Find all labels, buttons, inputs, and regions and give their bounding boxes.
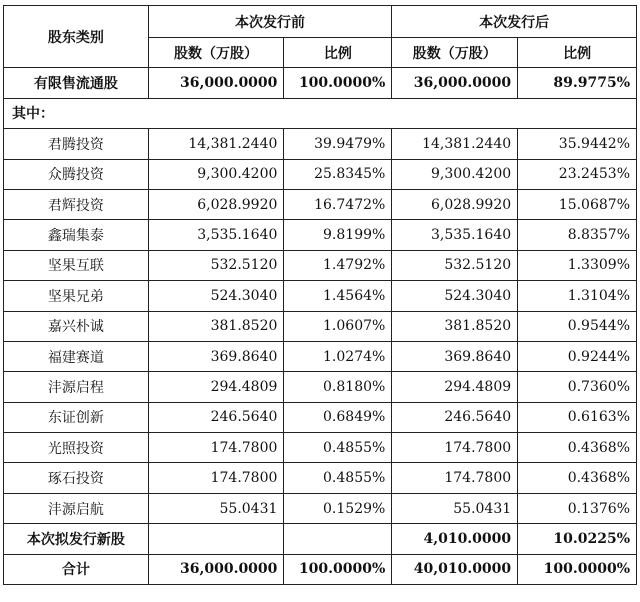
shares-after-cell: 532.5120 bbox=[392, 250, 518, 280]
shares-before-cell: 3,535.1640 bbox=[148, 220, 284, 250]
shares-after-cell: 3,535.1640 bbox=[392, 220, 518, 250]
shares-after-cell: 174.7800 bbox=[392, 433, 518, 463]
shares-after-cell: 55.0431 bbox=[392, 493, 518, 523]
shares-after-cell: 36,000.0000 bbox=[392, 68, 518, 98]
ratio-after-cell: 0.9544% bbox=[518, 311, 637, 341]
header-shares-before: 股数（万股） bbox=[148, 38, 284, 68]
shares-before-cell: 14,381.2440 bbox=[148, 129, 284, 159]
shares-after-cell: 381.8520 bbox=[392, 311, 518, 341]
holder-row bbox=[4, 281, 637, 311]
ratio-after-cell: 89.9775% bbox=[518, 68, 637, 98]
ratio-before-cell: 9.8199% bbox=[284, 220, 392, 250]
row-label: 合计 bbox=[4, 554, 149, 584]
ratio-after-cell: 23.2453% bbox=[518, 159, 637, 189]
row-label: 本次拟发行新股 bbox=[4, 524, 149, 554]
header-before-issuance: 本次发行前 bbox=[148, 6, 392, 38]
ratio-after-cell: 0.6163% bbox=[518, 402, 637, 432]
holder-row bbox=[4, 372, 637, 402]
ratio-after-cell: 0.9244% bbox=[518, 341, 637, 371]
shares-before-cell: 36,000.0000 bbox=[148, 554, 284, 584]
header-row-1 bbox=[4, 6, 637, 38]
shares-before-cell: 369.8640 bbox=[148, 341, 284, 371]
ratio-before-cell: 1.0607% bbox=[284, 311, 392, 341]
ratio-after-cell: 1.3309% bbox=[518, 250, 637, 280]
shares-before-cell: 6,028.9920 bbox=[148, 189, 284, 219]
holder-row bbox=[4, 341, 637, 371]
ratio-after-cell: 10.0225% bbox=[518, 524, 637, 554]
ratio-after-cell: 15.0687% bbox=[518, 189, 637, 219]
shares-before-cell: 9,300.4200 bbox=[148, 159, 284, 189]
ratio-before-cell bbox=[284, 524, 392, 554]
ratio-before-cell: 0.6849% bbox=[284, 402, 392, 432]
holder-row bbox=[4, 493, 637, 523]
ratio-before-cell: 0.4855% bbox=[284, 463, 392, 493]
total-tradable-row bbox=[4, 68, 637, 98]
header-after-issuance: 本次发行后 bbox=[392, 6, 637, 38]
holder-row bbox=[4, 159, 637, 189]
header-shares-after: 股数（万股） bbox=[392, 38, 518, 68]
holder-name-cell: 君腾投资 bbox=[4, 129, 149, 159]
holder-name-cell: 众腾投资 bbox=[4, 159, 149, 189]
shares-before-cell: 381.8520 bbox=[148, 311, 284, 341]
shares-after-cell: 294.4809 bbox=[392, 372, 518, 402]
among-label: 其中： bbox=[4, 98, 637, 128]
holder-name-cell: 琢石投资 bbox=[4, 463, 149, 493]
holder-row bbox=[4, 189, 637, 219]
ratio-before-cell: 39.9479% bbox=[284, 129, 392, 159]
ratio-before-cell: 0.1529% bbox=[284, 493, 392, 523]
holder-row bbox=[4, 402, 637, 432]
shares-after-cell: 14,381.2440 bbox=[392, 129, 518, 159]
ratio-before-cell: 100.0000% bbox=[284, 68, 392, 98]
shares-before-cell: 174.7800 bbox=[148, 463, 284, 493]
holder-row bbox=[4, 129, 637, 159]
shares-after-cell: 524.3040 bbox=[392, 281, 518, 311]
shares-after-cell: 4,010.0000 bbox=[392, 524, 518, 554]
holder-name-cell: 沣源启程 bbox=[4, 372, 149, 402]
ratio-before-cell: 100.0000% bbox=[284, 554, 392, 584]
holder-name-cell: 嘉兴朴诚 bbox=[4, 311, 149, 341]
shares-after-cell: 9,300.4200 bbox=[392, 159, 518, 189]
ratio-after-cell: 1.3104% bbox=[518, 281, 637, 311]
shares-before-cell: 294.4809 bbox=[148, 372, 284, 402]
shares-before-cell: 55.0431 bbox=[148, 493, 284, 523]
shares-before-cell: 246.5640 bbox=[148, 402, 284, 432]
shares-after-cell: 6,028.9920 bbox=[392, 189, 518, 219]
shares-after-cell: 369.8640 bbox=[392, 341, 518, 371]
shares-before-cell: 532.5120 bbox=[148, 250, 284, 280]
header-ratio-after: 比例 bbox=[518, 38, 637, 68]
ratio-before-cell: 16.7472% bbox=[284, 189, 392, 219]
shares-before-cell: 36,000.0000 bbox=[148, 68, 284, 98]
grand-total-row bbox=[4, 554, 637, 584]
ratio-after-cell: 0.7360% bbox=[518, 372, 637, 402]
ratio-before-cell: 1.4792% bbox=[284, 250, 392, 280]
ratio-after-cell: 8.8357% bbox=[518, 220, 637, 250]
holder-row bbox=[4, 433, 637, 463]
shares-before-cell: 174.7800 bbox=[148, 433, 284, 463]
shares-before-cell bbox=[148, 524, 284, 554]
holder-name-cell: 沣源启航 bbox=[4, 493, 149, 523]
holder-row bbox=[4, 311, 637, 341]
ratio-after-cell: 100.0000% bbox=[518, 554, 637, 584]
header-category: 股东类别 bbox=[4, 6, 149, 68]
ratio-before-cell: 0.4855% bbox=[284, 433, 392, 463]
holder-name-cell: 东证创新 bbox=[4, 402, 149, 432]
among-row bbox=[4, 98, 637, 128]
ratio-before-cell: 25.8345% bbox=[284, 159, 392, 189]
holder-row bbox=[4, 220, 637, 250]
holder-name-cell: 坚果互联 bbox=[4, 250, 149, 280]
ratio-before-cell: 1.0274% bbox=[284, 341, 392, 371]
ratio-before-cell: 0.8180% bbox=[284, 372, 392, 402]
ratio-after-cell: 0.1376% bbox=[518, 493, 637, 523]
holder-name-cell: 光照投资 bbox=[4, 433, 149, 463]
holder-name-cell: 君辉投资 bbox=[4, 189, 149, 219]
shareholding-table bbox=[3, 5, 637, 585]
new-shares-row bbox=[4, 524, 637, 554]
shares-after-cell: 40,010.0000 bbox=[392, 554, 518, 584]
holder-name-cell: 鑫瑞集泰 bbox=[4, 220, 149, 250]
ratio-before-cell: 1.4564% bbox=[284, 281, 392, 311]
shares-after-cell: 174.7800 bbox=[392, 463, 518, 493]
header-ratio-before: 比例 bbox=[284, 38, 392, 68]
ratio-after-cell: 0.4368% bbox=[518, 433, 637, 463]
holder-name-cell: 福建赛道 bbox=[4, 341, 149, 371]
row-label: 有限售流通股 bbox=[4, 68, 149, 98]
shares-after-cell: 246.5640 bbox=[392, 402, 518, 432]
shares-before-cell: 524.3040 bbox=[148, 281, 284, 311]
holder-name-cell: 坚果兄弟 bbox=[4, 281, 149, 311]
holder-row bbox=[4, 463, 637, 493]
ratio-after-cell: 0.4368% bbox=[518, 463, 637, 493]
ratio-after-cell: 35.9442% bbox=[518, 129, 637, 159]
holder-row bbox=[4, 250, 637, 280]
